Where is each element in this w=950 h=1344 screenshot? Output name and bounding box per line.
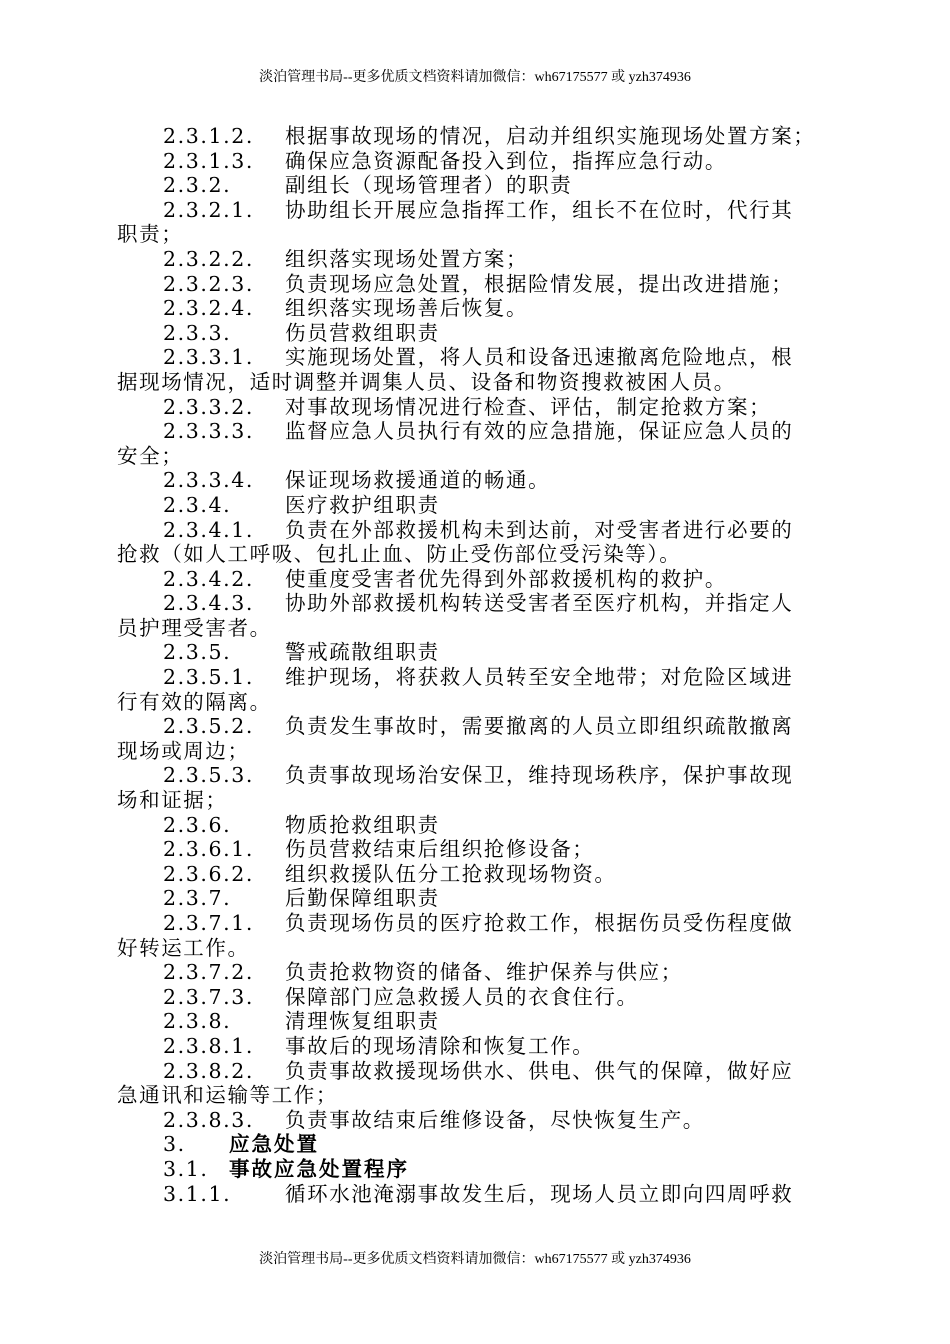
numbered-line: [117, 862, 837, 887]
numbered-line: [117, 198, 837, 223]
item-number: 3.1.: [163, 1156, 209, 1181]
continuation-line: [117, 444, 837, 469]
item-number: 2.3.3.3.: [163, 419, 255, 444]
item-number: 2.3.2.4.: [163, 296, 255, 321]
item-text: 负责抢救物资的储备、维护保养与供应；: [285, 960, 683, 985]
item-text: 负责发生事故时，需要撤离的人员立即组织疏散撤离: [285, 714, 794, 739]
item-number: 2.3.7.3.: [163, 984, 255, 1009]
item-text: 对事故现场情况进行检查、评估，制定抢救方案；: [285, 394, 772, 419]
numbered-line: [117, 1034, 837, 1059]
numbered-line: [117, 518, 837, 543]
section-heading: [117, 1157, 837, 1182]
item-text: 职责；: [117, 222, 184, 247]
continuation-line: [117, 936, 837, 961]
item-text: 警戒疏散组职责: [285, 640, 440, 665]
item-number: 2.3.5.3.: [163, 763, 255, 788]
numbered-line: [117, 468, 837, 493]
item-text: 组织救援队伍分工抢救现场物资。: [285, 861, 617, 886]
item-number: 2.3.8.1.: [163, 1033, 255, 1058]
numbered-line: [117, 493, 837, 518]
item-number: 2.3.7.: [163, 886, 232, 911]
document-body: [117, 124, 837, 1206]
item-text: 保证现场救援通道的畅通。: [285, 468, 551, 493]
item-text: 组织落实现场处置方案；: [285, 246, 529, 271]
item-number: 2.3.6.2.: [163, 861, 255, 886]
item-text: 物质抢救组职责: [285, 812, 440, 837]
item-number: 2.3.2.: [163, 173, 232, 198]
item-text: 好转运工作。: [117, 935, 250, 960]
numbered-line: [117, 911, 837, 936]
item-number: 2.3.6.: [163, 812, 232, 837]
numbered-line: [117, 1108, 837, 1133]
numbered-line: [117, 173, 837, 198]
numbered-line: [117, 591, 837, 616]
item-number: 2.3.4.1.: [163, 517, 255, 542]
item-text: 监督应急人员执行有效的应急措施，保证应急人员的: [285, 419, 794, 444]
item-number: 2.3.7.2.: [163, 960, 255, 985]
item-number: 2.3.3.: [163, 320, 232, 345]
numbered-line: [117, 1009, 837, 1034]
item-number: 3.: [163, 1132, 186, 1157]
continuation-line: [117, 616, 837, 641]
numbered-line: [117, 1182, 837, 1207]
item-text: 行有效的隔离。: [117, 689, 272, 714]
numbered-line: [117, 1059, 837, 1084]
item-number: 2.3.4.3.: [163, 591, 255, 616]
item-text: 现场或周边；: [117, 738, 250, 763]
item-number: 2.3.1.3.: [163, 148, 255, 173]
numbered-line: [117, 886, 837, 911]
numbered-line: [117, 837, 837, 862]
numbered-line: [117, 395, 837, 420]
item-number: 2.3.5.: [163, 640, 232, 665]
numbered-line: [117, 272, 837, 297]
numbered-line: [117, 296, 837, 321]
numbered-line: [117, 567, 837, 592]
item-text: 循环水池淹溺事故发生后，现场人员立即向四周呼救: [285, 1181, 794, 1206]
item-text: 清理恢复组职责: [285, 1009, 440, 1034]
item-number: 2.3.4.2.: [163, 566, 255, 591]
item-text: 副组长（现场管理者）的职责: [285, 173, 573, 198]
item-text: 实施现场处置，将人员和设备迅速撤离危险地点，根: [285, 345, 794, 370]
numbered-line: [117, 419, 837, 444]
item-text: 伤员营救结束后组织抢修设备；: [285, 837, 595, 862]
item-text: 负责事故救援现场供水、供电、供气的保障，做好应: [285, 1058, 794, 1083]
item-text: 应急处置: [229, 1132, 319, 1157]
item-text: 维护现场，将获救人员转至安全地带；对危险区域进: [285, 665, 794, 690]
continuation-line: [117, 542, 837, 567]
item-text: 事故应急处置程序: [229, 1156, 409, 1181]
item-number: 2.3.5.1.: [163, 665, 255, 690]
item-text: 伤员营救组职责: [285, 320, 440, 345]
page-header: 淡泊管理书局--更多优质文档资料请加微信：wh67175577 或 yzh374936: [259, 70, 691, 85]
numbered-line: [117, 960, 837, 985]
numbered-line: [117, 714, 837, 739]
item-text: 安全；: [117, 443, 184, 468]
item-number: 2.3.8.: [163, 1009, 232, 1034]
item-number: 2.3.5.2.: [163, 714, 255, 739]
continuation-line: [117, 739, 837, 764]
item-text: 使重度受害者优先得到外部救援机构的救护。: [285, 566, 727, 591]
item-number: 2.3.8.2.: [163, 1058, 255, 1083]
item-text: 据现场情况，适时调整并调集人员、设备和物资搜救被困人员。: [117, 369, 736, 394]
numbered-line: [117, 763, 837, 788]
section-heading: [117, 1132, 837, 1157]
item-text: 抢救（如人工呼吸、包扎止血、防止受伤部位受污染等）。: [117, 542, 682, 567]
item-text: 组织落实现场善后恢复。: [285, 296, 529, 321]
item-text: 员护理受害者。: [117, 615, 272, 640]
item-text: 负责在外部救援机构未到达前，对受害者进行必要的: [285, 517, 794, 542]
numbered-line: [117, 985, 837, 1010]
item-text: 负责现场伤员的医疗抢救工作，根据伤员受伤程度做: [285, 911, 794, 935]
item-text: 后勤保障组职责: [285, 886, 440, 911]
item-text: 确保应急资源配备投入到位，指挥应急行动。: [285, 148, 727, 173]
numbered-line: [117, 813, 837, 838]
item-number: 2.3.3.2.: [163, 394, 255, 419]
item-number: 2.3.2.2.: [163, 246, 255, 271]
item-text: 协助组长开展应急指挥工作，组长不在位时，代行其: [285, 197, 794, 222]
item-text: 急通讯和运输等工作；: [117, 1083, 338, 1108]
numbered-line: [117, 124, 837, 149]
item-text: 负责现场应急处置，根据险情发展，提出改进措施；: [285, 271, 794, 296]
item-text: 负责事故现场治安保卫，维持现场秩序，保护事故现: [285, 763, 794, 788]
item-number: 2.3.1.2.: [163, 124, 255, 148]
continuation-line: [117, 222, 837, 247]
item-number: 2.3.2.1.: [163, 197, 255, 222]
page-footer: 淡泊管理书局--更多优质文档资料请加微信：wh67175577 或 yzh374936: [259, 1252, 691, 1267]
numbered-line: [117, 321, 837, 346]
item-number: 2.3.8.3.: [163, 1107, 255, 1132]
numbered-line: [117, 345, 837, 370]
numbered-line: [117, 640, 837, 665]
item-text: 根据事故现场的情况，启动并组织实施现场处置方案；: [285, 124, 816, 148]
numbered-line: [117, 149, 837, 174]
continuation-line: [117, 370, 837, 395]
item-text: 保障部门应急救援人员的衣食住行。: [285, 984, 639, 1009]
item-number: 2.3.7.1.: [163, 911, 255, 935]
numbered-line: [117, 665, 837, 690]
item-text: 负责事故结束后维修设备，尽快恢复生产。: [285, 1107, 705, 1132]
continuation-line: [117, 690, 837, 715]
numbered-line: [117, 247, 837, 272]
item-number: 2.3.3.1.: [163, 345, 255, 370]
item-number: 2.3.3.4.: [163, 468, 255, 493]
item-number: 2.3.4.: [163, 492, 232, 517]
item-text: 事故后的现场清除和恢复工作。: [285, 1033, 595, 1058]
item-number: 3.1.1.: [163, 1181, 232, 1206]
item-number: 2.3.2.3.: [163, 271, 255, 296]
item-number: 2.3.6.1.: [163, 837, 255, 862]
item-text: 协助外部救援机构转送受害者至医疗机构，并指定人: [285, 591, 794, 616]
item-text: 医疗救护组职责: [285, 492, 440, 517]
continuation-line: [117, 788, 837, 813]
item-text: 场和证据；: [117, 788, 228, 813]
continuation-line: [117, 1083, 837, 1108]
